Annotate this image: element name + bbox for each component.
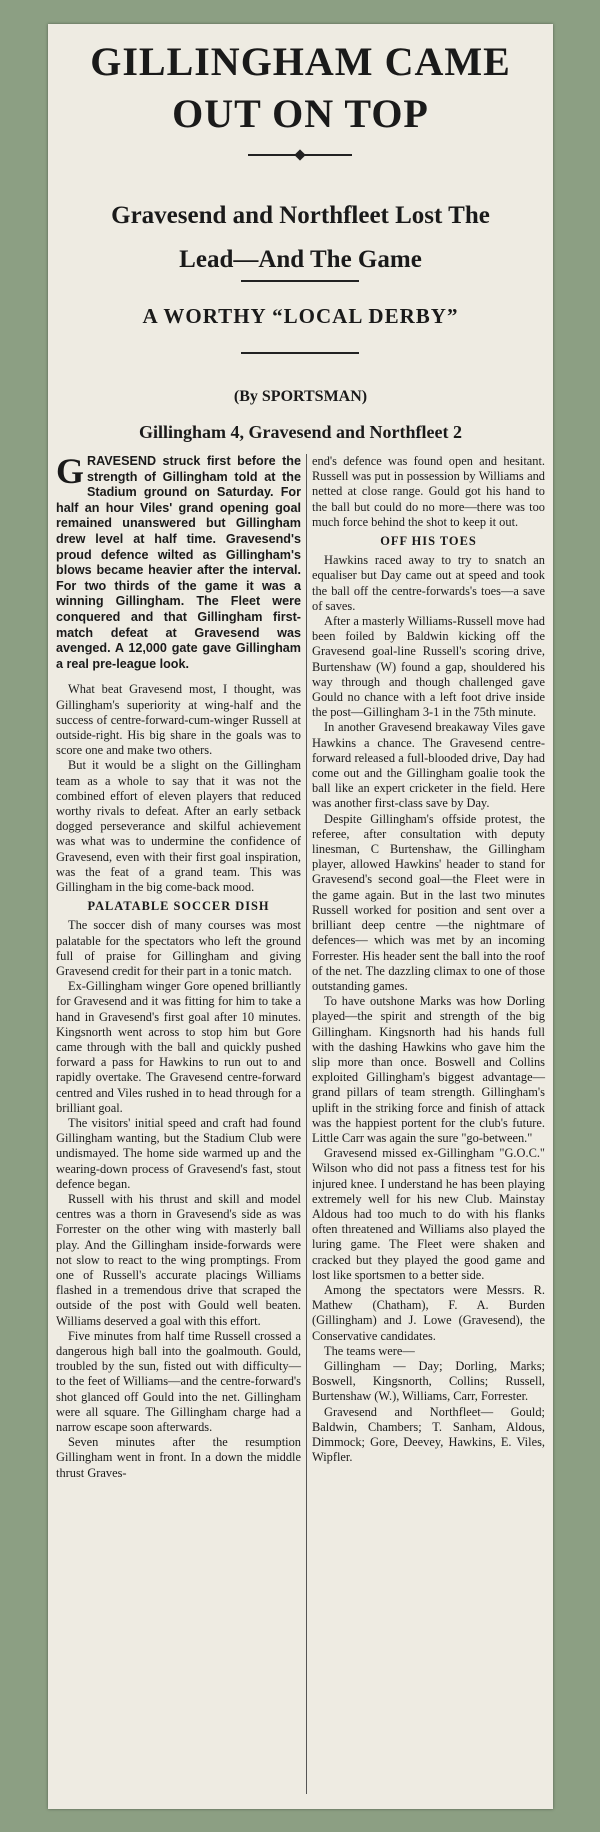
team-lineup: Gillingham — Day; Dorling, Marks; Boswell, Kingsnorth, Collins; Russell, Burtenshaw (W.), Williams, Carr, Forrester. [312, 1358, 545, 1404]
body-paragraph: After a masterly Williams-Russell move had been foiled by Baldwin kicking off the Gravesend goal-line Russell's scoring drive, Burtenshaw (W) found a gap, shouldered his way through and though challenged gave Gould no chance with a left foot drive inside the post—Gillingham 3-1 in the 75th minute. [312, 614, 545, 720]
body-paragraph: Among the spectators were Messrs. R. Mathew (Chatham), F. A. Burden (Gillingham) and J. Lowe (Gravesend), the Conservative candidates. [312, 1282, 545, 1343]
body-paragraph: To have outshone Marks was how Dorling played—the spirit and strength of the big Gillingham. Kingsnorth had his hands full with the dashing Hawkins who gave him the slip more than once. Boswell and Collins exploited Gillingham's biggest advantage—grand pillars of team strength. Gillingham's uplift in the striking force and finish of attack was the happiest portent for the club's future. Little Carr was again the sure "go-between." [312, 994, 545, 1145]
body-paragraph: Hawkins raced away to try to snatch an equaliser but Day came out at speed and took the ball off the centre-forwards's toes—a save of saves. [312, 553, 545, 613]
byline: (By SPORTSMAN) [233, 388, 368, 405]
headline-line-1: GILLINGHAM CAME [90, 39, 511, 84]
team-lineup: Gravesend and Northfleet— Gould; Baldwin, Chambers; T. Sanham, Aldous, Dimmock; Gore, Deevey, Hawkins, E. Viles, Wipfler. [312, 1404, 545, 1465]
drop-cap: G [56, 451, 85, 491]
subheadline-line-1: Gravesend and Northfleet Lost The [111, 202, 490, 229]
section-subhead: OFF HIS TOES [380, 534, 477, 549]
body-paragraph: The soccer dish of many courses was most palatable for the spectators who left the ground full of praise for Gillingham and giving Gravesend credit for their part in a tonic match. [56, 918, 301, 978]
newspaper-clipping [48, 24, 553, 1809]
body-paragraph: The teams were— [324, 1343, 415, 1358]
body-paragraph: Gravesend missed ex-Gillingham "G.O.C." Wilson who did not pass a fitness test for his injured knee. I understand he has been playing extremely well for his new Club. Mainstay Aldous had too much to do with his flanks often threatened and Williams also played the luring game. The Fleet were shaken and cracked but they played the good game and lost like sportsmen to a better side. [312, 1146, 545, 1282]
body-paragraph: In another Gravesend breakaway Viles gave Hawkins a chance. The Gravesend centre-forward released a full-blooded drive, Day had come out and the Gillingham goalie took the ball like an expert cricketer in the field. Here was another first-class save by Day. [312, 720, 545, 811]
left-column [56, 451, 301, 1481]
section-subhead: PALATABLE SOCCER DISH [87, 899, 270, 914]
headline-line-2: OUT ON TOP [172, 91, 429, 136]
body-paragraph: Seven minutes after the resumption Gillingham went in front. In a down the middle thrust Graves- [56, 1435, 301, 1480]
body-paragraph: Despite Gillingham's offside protest, the referee, after consultation with deputy linesman, C Burtenshaw, the Gillingham player, allowed Hawkins' header to stand for Gravesend's second goal—the Fleet were in the game again. But in the last two minutes Russell worked for position and sent over a brilliant deep centre —the nightmare of defences— which was met by an incoming Forrester. His header sent the ball into the roof of the net. The dazzling climax to one of those outstanding games. [312, 811, 545, 993]
diamond-rule [248, 154, 352, 156]
body-paragraph: Five minutes from half time Russell crossed a dangerous high ball into the goalmouth. Gould, troubled by the sun, fisted out with difficulty— to the feet of Williams—and the centre-forward's shot glanced off Gould into the net. Gillingham were all square. The Gillingham charge had a narrow escape soon afterwards. [56, 1328, 301, 1435]
body-paragraph: The visitors' initial speed and craft had found Gillingham wanting, but the Stadium Club were undismayed. The home side warmed up and the wearing-down process of Gravesend's fast, stout defence began. [56, 1116, 301, 1191]
column-divider [306, 454, 307, 1794]
divider-rule [241, 352, 359, 354]
deck: A WORTHY “LOCAL DERBY” [142, 304, 459, 328]
score-line: Gillingham 4, Gravesend and Northfleet 2 [139, 422, 462, 442]
body-paragraph: What beat Gravesend most, I thought, was Gillingham's superiority at wing-half and the success of centre-forward-cum-winger Russell at outside-right. His big share in the goals was to score one and make two others. [56, 682, 301, 758]
body-paragraph: Russell with his thrust and skill and model centres was a thorn in Gravesend's side as was Forrester on the other wing with masterly ball play. And the Gillingham inside-forwards were not slow to react to the wing promptings. From one of Russell's accurate placings Williams flashed in a tremendous drive that scraped the outside of the post with Gould well beaten. Williams deserved a goal with this effort. [56, 1192, 301, 1328]
right-column [312, 454, 545, 1465]
headline [48, 36, 553, 140]
body-paragraph: end's defence was found open and hesitant. Russell was put in possession by Williams and netted at close range. Gould got his hand to the ball but could do no more—there was too much force behind the shot to keep it out. [312, 454, 545, 529]
lead-text: RAVESEND struck first before the strength of Gillingham told at the Stadium ground on Saturday. For half an hour Viles' grand opening goal remained unanswered but Gillingham drew level at half time. Gravesend's proud defence wilted as Gillingham's blows became heavier after the interval. For two thirds of the game it was a winning Gillingham. The Fleet were conquered and that Gillingham first-match defeat at Gravesend was avenged. A 12,000 gate gave Gillingham a real pre-league look. [56, 454, 301, 671]
body-paragraph: But it would be a slight on the Gillingham team as a whole to say that it was not the combined effort of eleven players that reduced worthy rivals to defeat. After an early setback dogged perseverance and skilful achievement was what was to undermine the confidence of Gravesend, even with their first goal inspiration, was the feat of a grand team. This was Gillingham in the big come-back mood. [56, 758, 301, 894]
subheadline [48, 194, 553, 282]
lead-paragraph [56, 451, 301, 672]
subheadline-line-2: Lead—And The Game [179, 246, 422, 273]
body-paragraph: Ex-Gillingham winger Gore opened brilliantly for Gravesend and it was fitting for him to take a hand in Gravesend's first goal after 10 minutes. Kingsnorth went across to stop him but Gore came through with the ball and quickly pushed forward a pass for Hawkins to run out to and rapidly overtake. The Gravesend centre-forward centred and Viles rushed in to head through for a brilliant goal. [56, 979, 301, 1115]
divider-rule [241, 280, 359, 282]
